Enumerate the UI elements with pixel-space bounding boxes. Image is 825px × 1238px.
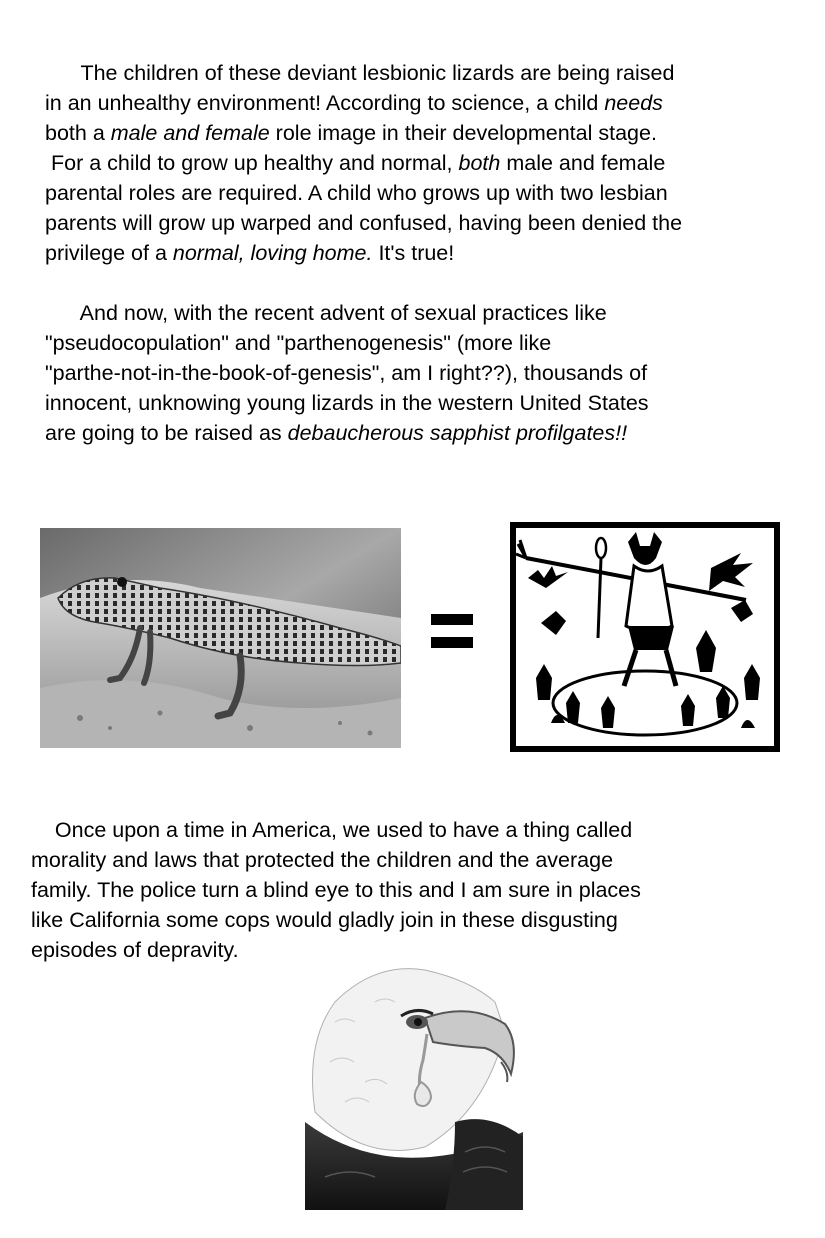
text-run: family. The police turn a blind eye to this and I am sure in places [31,878,641,902]
paragraph-parthenogenesis [45,298,805,448]
text-run: male and female [500,151,666,175]
paragraph-morality [31,815,791,965]
equals-bar-bottom [431,637,473,648]
text-run: "parthe-not-in-the-book-of-genesis", am I right??), thousands of [45,361,648,385]
text-run: are going to be raised as [45,421,288,445]
text-run: privilege of a [45,241,173,265]
text-line [45,298,805,328]
italic-text-run: male and female [110,121,270,145]
italic-text-run: debaucherous sapphist profilgates!! [287,421,628,445]
text-line [31,905,791,935]
text-run: And now, with the recent advent of sexual practices like [45,301,607,325]
italic-text-run: both [458,151,501,175]
text-run: like California some cops would gladly join in these disgusting [31,908,618,932]
paragraph-intro [45,58,805,268]
text-line [31,815,791,845]
text-line [45,178,805,208]
text-line [31,875,791,905]
text-line [45,58,805,88]
text-run: episodes of depravity. [31,938,239,962]
text-run: For a child to grow up healthy and normal, [45,151,459,175]
text-line [45,358,805,388]
text-run: innocent, unknowing young lizards in the western United States [45,391,649,415]
text-line [31,935,791,965]
text-run: parental roles are required. A child who grows up with two lesbian [45,181,668,205]
text-line [45,208,805,238]
text-run: "pseudocopulation" and "parthenogenesis" (more like [45,331,552,355]
equals-bar-top [431,614,473,625]
italic-text-run: normal, loving home. [172,241,373,265]
text-line [31,845,791,875]
devil-woodcut-image [510,522,780,752]
text-run: morality and laws that protected the children and the average [31,848,614,872]
text-line [45,238,805,268]
text-run: Once upon a time in America, we used to have a thing called [31,818,633,842]
lizard-photo [40,528,401,748]
text-line [45,118,805,148]
text-run: parents will grow up warped and confused, having been denied the [45,211,683,235]
text-line [45,388,805,418]
text-run: both a [45,121,111,145]
italic-text-run: needs [604,91,663,115]
equals-sign [431,614,473,648]
text-run: It's true! [372,241,455,265]
text-line [45,148,805,178]
text-line [45,328,805,358]
crying-eagle-image [305,962,523,1210]
text-run: The children of these deviant lesbionic lizards are being raised [45,61,675,85]
text-line [45,418,805,448]
text-line [45,88,805,118]
text-run: role image in their developmental stage. [269,121,657,145]
text-run: in an unhealthy environment! According to science, a child [45,91,605,115]
